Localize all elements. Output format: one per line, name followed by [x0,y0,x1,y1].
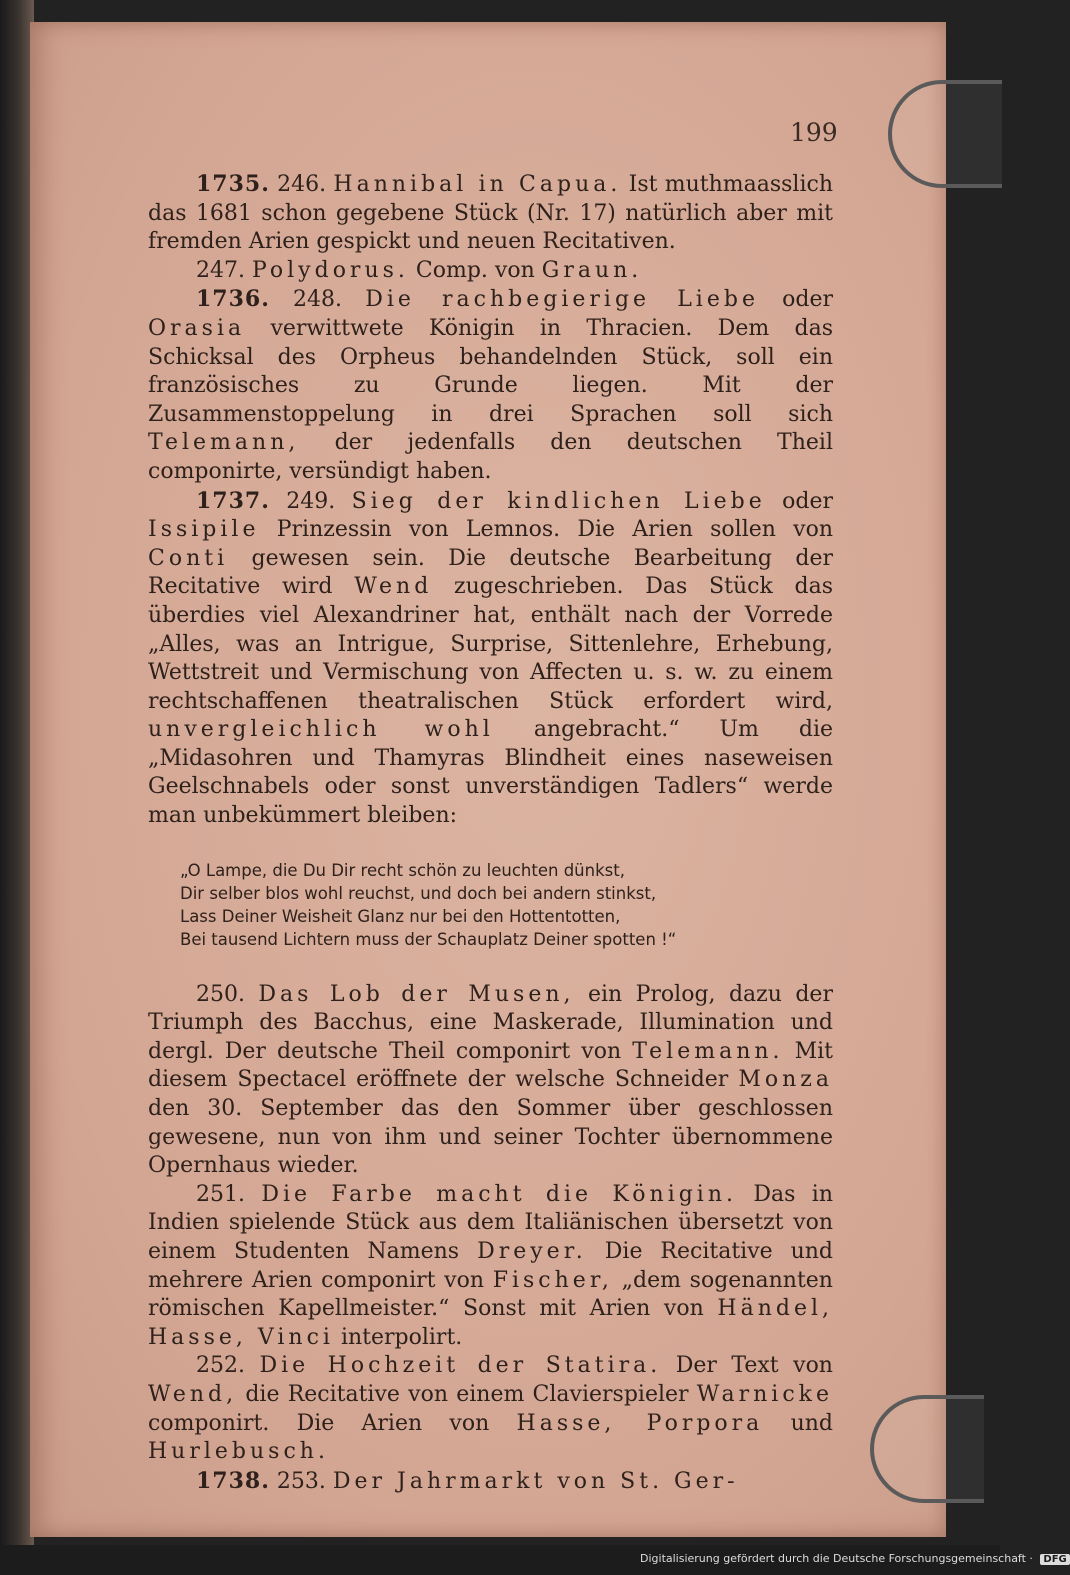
entry-number: 250. [196,981,245,1007]
entry-person: Graun. [541,257,643,283]
entry-connector: oder [782,488,834,514]
page-number: 199 [790,118,838,147]
poem-line: Dir selber blos wohl reuchst, und doch bei andern stinkst, [180,883,657,903]
entry-body: und [790,1410,833,1436]
entry-year: 1737. [196,487,270,514]
entry-body: Der Text von [675,1353,833,1379]
entry-person: Hasse, Porpora [516,1410,764,1436]
entry-249 [148,487,833,831]
page-text [148,170,833,1496]
entry-person: Hurlebusch. [148,1439,329,1465]
entry-number: 248. [293,287,343,313]
entry-body: ein Prolog, dazu der Triumph des Bacchus, eine Maskerade, Illumination und dergl. Der deutsche Theil componirt von [148,981,833,1064]
poem-line: Bei tausend Lichtern muss der Schauplatz Deiner spotten !“ [180,929,677,949]
book-binding [0,0,34,1545]
poem-line: Lass Deiner Weisheit Glanz nur bei den Hottentotten, [180,906,621,926]
entry-emphasis: unvergleichlich wohl [148,717,494,743]
entry-body: Prinzessin von Lemnos. Die Arien sollen von [276,517,833,543]
entry-number: 246. [277,172,327,197]
entry-body: die Recitative von einem Clavierspieler [245,1381,689,1407]
entry-person: Dreyer. [477,1239,587,1264]
entry-year: 1736. [196,286,270,313]
entry-body: Comp. von [415,257,535,283]
entry-person: Wend, [148,1381,238,1407]
entry-number: 247. [196,257,245,283]
digitization-credit [640,1552,1070,1565]
entry-body: Die Recitative und mehrere Arien componirt von [148,1239,834,1293]
entry-body: „dem sogenannten römischen Kapellmeister.“ Sonst mit Arien von [148,1267,833,1322]
entry-person: Warnicke [696,1381,833,1407]
entry-body: den 30. September das den Sommer über geschlossen gewesene, nun von ihm und seiner Tochter übernommene Opernhaus wieder. [148,1096,833,1179]
entry-number: 252. [196,1353,245,1379]
entry-title: Polydorus. [251,257,409,283]
entry-number: 251. [196,1181,245,1207]
entry-connector: oder [782,287,833,313]
entry-247 [148,257,833,286]
dfg-logo: DFG [1040,1554,1069,1565]
entry-title-alt: Orasia [148,315,246,341]
entry-title: Die rachbegierige Liebe [365,287,759,313]
entry-year: 1738. [196,1467,270,1494]
entry-body: zugeschrieben. Das Stück das überdies viel Alexandriner hat, enthält nach der Vorrede „Alles, was an Intrigue, Surprise, Sittenlehre, Erhebung, Wettstreit und Vermischung von Affecten u. s. w. zu einem rechtschaffenen theatralischen Stück erfordert wird, [148,574,833,714]
entry-body: verwittwete Königin in Thracien. Dem das Schicksal des Orpheus behandelnden Stück, soll ein französisches zu Grunde liegen. Mit der Zusammenstoppelung in drei Sprachen soll sich [148,315,833,427]
entry-body: Ist muthmaasslich das 1681 schon gegebene Stück (Nr. 17) natürlich aber mit fremden Arien gespickt und neuen Recitativen. [148,172,833,255]
page-clip-bottom [870,1395,984,1503]
poem-line: „O Lampe, die Du Dir recht schön zu leuchten dünkst, [180,860,625,880]
credit-text: Digitalisierung gefördert durch die Deutsche Forschungsgemeinschaft · [640,1552,1033,1565]
entry-248 [148,285,833,486]
entry-body: der jedenfalls den deutschen Theil componirte, versündigt haben. [148,430,833,484]
entry-title: Das Lob der Musen, [258,981,575,1007]
entry-title: Die Hochzeit der Statira. [259,1353,662,1379]
entry-body: angebracht.“ Um die „Midasohren und Thamyras Blindheit eines naseweisen Geelschnabels oder sonst unverständigen Tadlers“ werde man unbekümmert bleiben: [148,717,834,829]
entry-251 [148,1181,833,1353]
entry-person: Fischer, [492,1267,613,1293]
entry-year: 1735. [196,171,270,197]
entry-title-alt: Issipile [148,517,260,543]
entry-person: Conti [148,545,229,571]
entry-252 [148,1352,833,1466]
entry-body: Das in Indien spielende Stück aus dem Italiänischen übersetzt von einem Studenten Namens [148,1181,833,1264]
entry-title: Die Farbe macht die Königin. [261,1181,738,1207]
entry-person: Händel, Hasse, Vinci [148,1296,833,1350]
entry-body: interpolirt. [340,1324,463,1350]
page-clip-top [888,80,1002,188]
entry-body: gewesen sein. Die deutsche Bearbeitung der Recitative wird [148,545,833,600]
entry-body: componirt. Die Arien von [148,1410,490,1436]
entry-title: Sieg der kindlichen Liebe [351,488,766,514]
entry-person: Wend [354,574,433,600]
entry-250 [148,981,833,1181]
entry-number: 253. [276,1468,326,1494]
entry-number: 249. [286,488,336,514]
entry-246 [148,170,833,257]
entry-person: Telemann. [632,1038,784,1064]
entry-person: Monza [738,1067,833,1093]
entry-title: Der Jahrmarkt von St. Ger- [332,1468,739,1494]
entry-person: Telemann, [148,430,300,456]
entry-253 [148,1467,833,1497]
entry-body: Mit diesem Spectacel eröffnete der welsche Schneider [148,1038,833,1093]
entry-title: Hannibal in Capua. [333,172,622,197]
poem-quote [180,859,833,951]
